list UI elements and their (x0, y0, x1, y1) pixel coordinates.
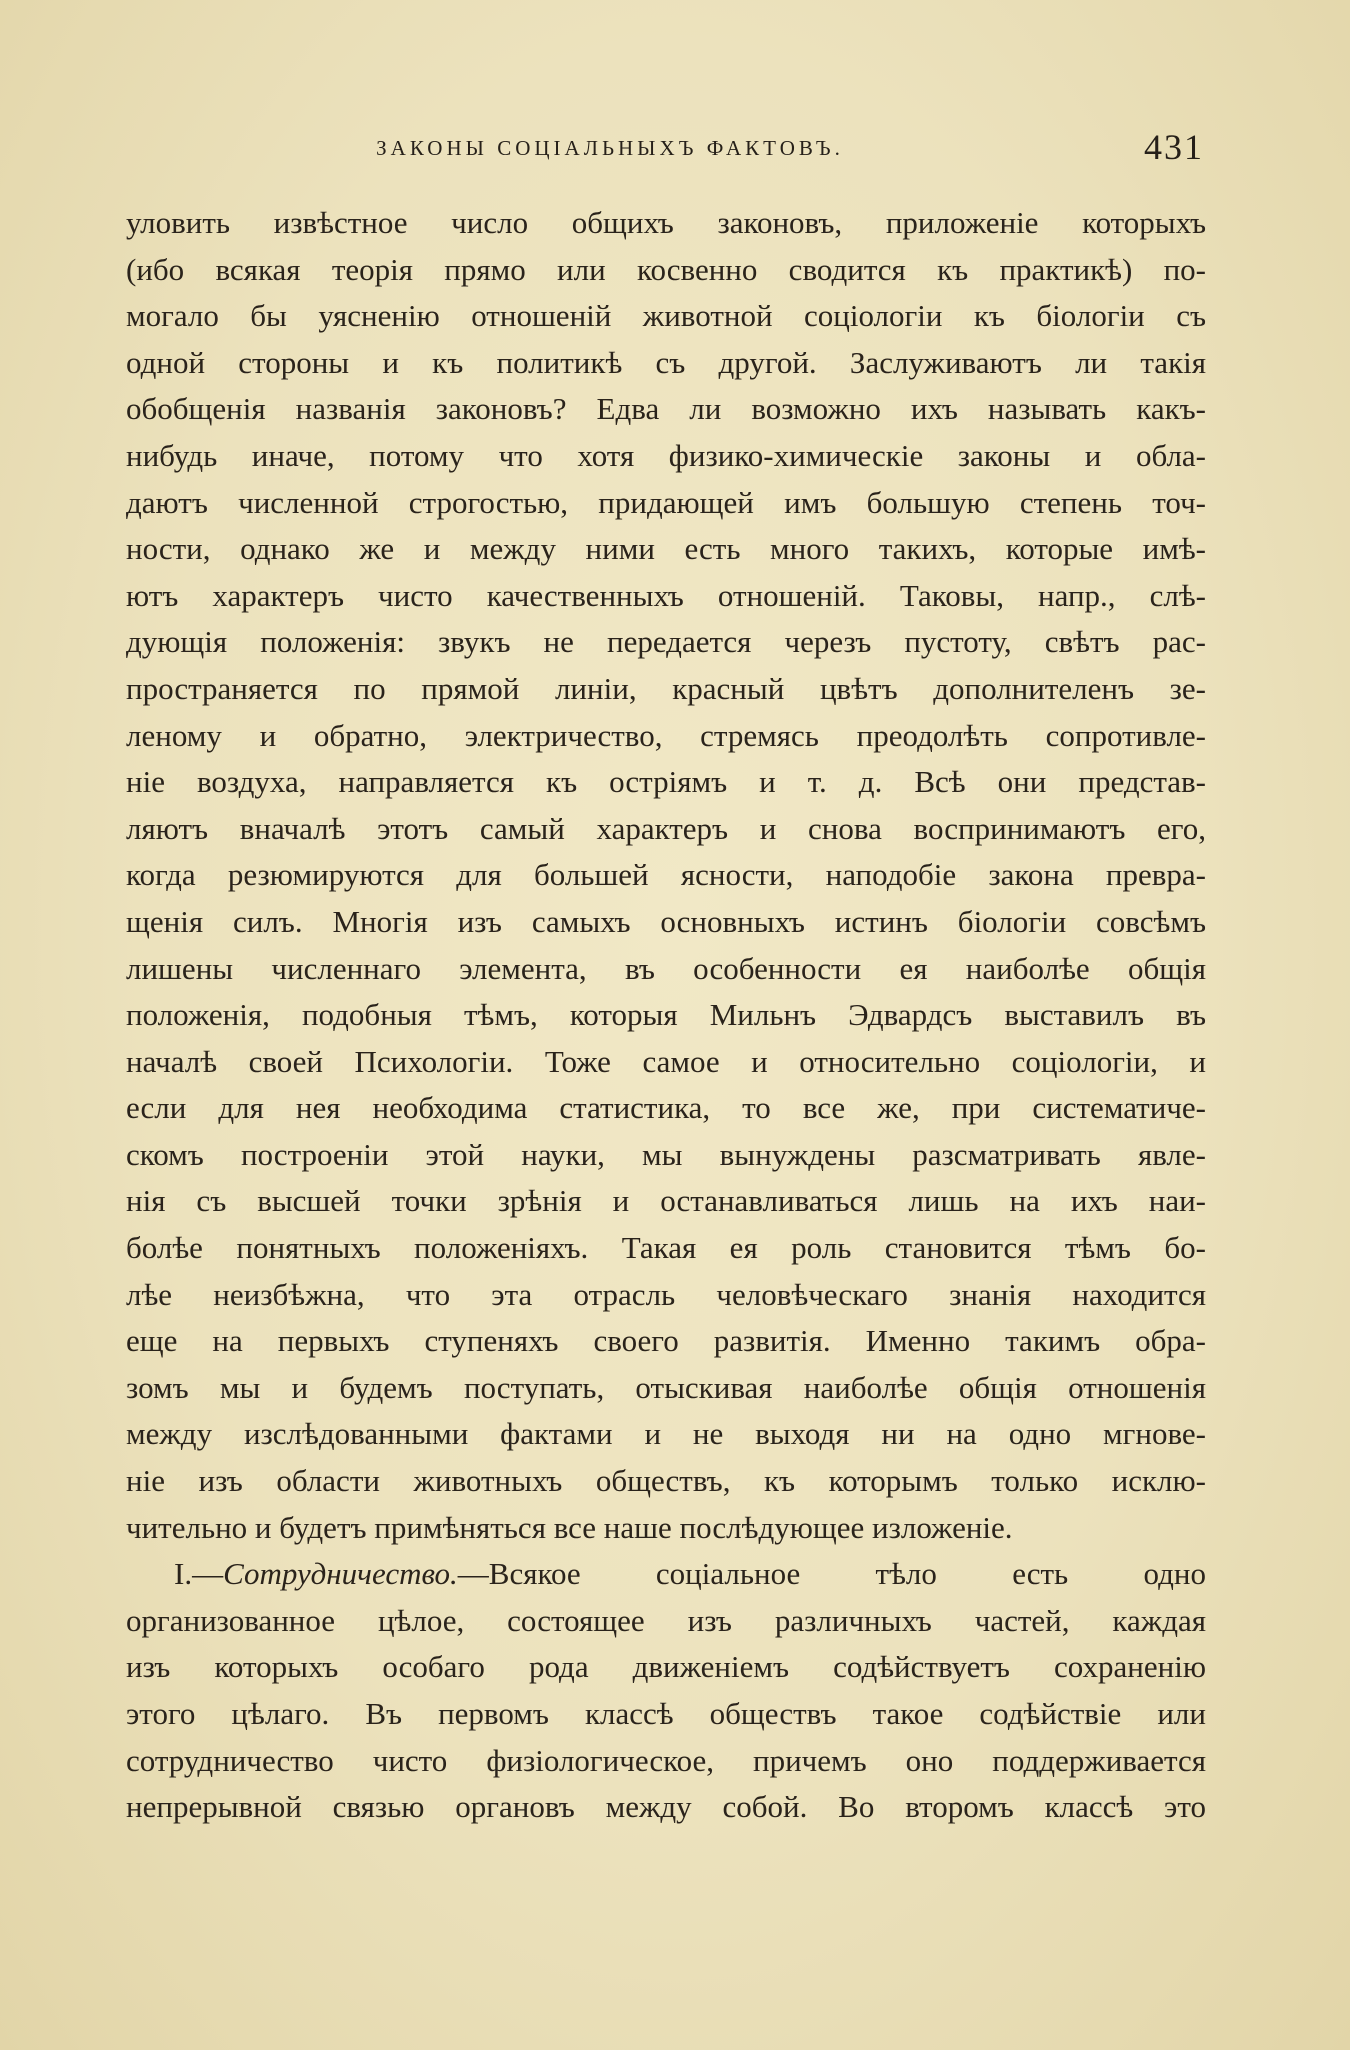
text-line: ляютъ вначалѣ этотъ самый характеръ и снова воспринимаютъ его, (126, 810, 1206, 846)
text-line: чительно и будетъ примѣняться все наше послѣдующее изложеніе. (126, 1509, 1013, 1545)
paragraph-2-first-line (126, 1551, 1206, 1598)
text-line: если для нея необходима статистика, то все же, при систематиче- (126, 1090, 1206, 1126)
running-head: ЗАКОНЫ СОЦІАЛЬНЫХЪ ФАКТОВЪ. (376, 136, 844, 160)
text-line: этого цѣлаго. Въ первомъ классѣ обществъ такое содѣйствіе или (126, 1696, 1206, 1731)
text-line: положенія, подобныя тѣмъ, которыя Мильнъ Эдвардсъ выставилъ въ (126, 997, 1206, 1033)
text-line: одной стороны и къ политикѣ съ другой. Заслуживаютъ ли такія (126, 344, 1206, 380)
text-line: нія съ высшей точки зрѣнія и останавливаться лишь на ихъ наи- (126, 1183, 1206, 1219)
text-line: (ибо всякая теорія прямо или косвенно сводится къ практикѣ) по- (126, 251, 1206, 287)
text-line: сотрудничество чисто физіологическое, причемъ оно поддерживается (126, 1742, 1206, 1778)
paragraph-2 (126, 1551, 1206, 1831)
page-number: 431 (1144, 127, 1204, 167)
section-title: Сотрудничество. (223, 1556, 458, 1592)
text-line: лѣе неизбѣжна, что эта отрасль человѣческаго знанія находится (126, 1276, 1206, 1312)
text-line: дующія положенія: звукъ не передается черезъ пустоту, свѣтъ рас- (126, 624, 1206, 660)
section-first-line-rest: —Всякое соціальное тѣло есть одно (457, 1556, 1206, 1592)
text-line: ютъ характеръ чисто качественныхъ отношеній. Таковы, напр., слѣ- (126, 577, 1206, 613)
text-line: ніе воздуха, направляется къ остріямъ и т. д. Всѣ они представ- (126, 764, 1206, 800)
text-line: непрерывной связью органовъ между собой. Во второмъ классѣ это (126, 1789, 1206, 1825)
text-line: могало бы уясненію отношеній животной соціологіи къ біологіи съ (126, 298, 1206, 334)
text-line: скомъ построеніи этой науки, мы вынуждены разсматривать явле- (126, 1136, 1206, 1172)
body-text (126, 200, 1206, 1831)
text-line: ности, однако же и между ними есть много такихъ, которые имѣ- (126, 531, 1206, 567)
section-numeral: I.— (174, 1556, 224, 1592)
text-line: изъ которыхъ особаго рода движеніемъ содѣйствуетъ сохраненію (126, 1649, 1206, 1685)
text-line: лишены численнаго элемента, въ особенности ея наиболѣе общія (126, 950, 1206, 986)
text-line: организованное цѣлое, состоящее изъ различныхъ частей, каждая (126, 1602, 1206, 1638)
text-line: еще на первыхъ ступеняхъ своего развитія. Именно такимъ обра- (126, 1323, 1206, 1359)
text-line: ніе изъ области животныхъ обществъ, къ которымъ только исклю- (126, 1463, 1206, 1499)
text-line: нибудь иначе, потому что хотя физико-химическіе законы и обла- (126, 437, 1206, 473)
text-line: пространяется по прямой линіи, красный цвѣтъ дополнителенъ зе- (126, 670, 1206, 706)
text-line: уловить извѣстное число общихъ законовъ, приложеніе которыхъ (126, 205, 1206, 240)
text-line: щенія силъ. Многія изъ самыхъ основныхъ истинъ біологіи совсѣмъ (126, 903, 1206, 939)
text-line: даютъ численной строгостью, придающей имъ большую степень точ- (126, 484, 1206, 520)
text-line: обобщенія названія законовъ? Едва ли возможно ихъ называть какъ- (126, 391, 1206, 427)
text-line: зомъ мы и будемъ поступать, отыскивая наиболѣе общія отношенія (126, 1369, 1206, 1405)
text-line: началѣ своей Психологіи. Тоже самое и относительно соціологіи, и (126, 1043, 1206, 1079)
paragraph-1 (126, 200, 1206, 1551)
text-line: болѣе понятныхъ положеніяхъ. Такая ея роль становится тѣмъ бо- (126, 1230, 1206, 1266)
text-line: между изслѣдованными фактами и не выходя ни на одно мгнове- (126, 1416, 1206, 1452)
page-header (130, 128, 1210, 172)
text-line: леному и обратно, электричество, стремясь преодолѣть сопротивле- (126, 717, 1206, 753)
text-line: когда резюмируются для большей ясности, наподобіе закона превра- (126, 857, 1206, 893)
